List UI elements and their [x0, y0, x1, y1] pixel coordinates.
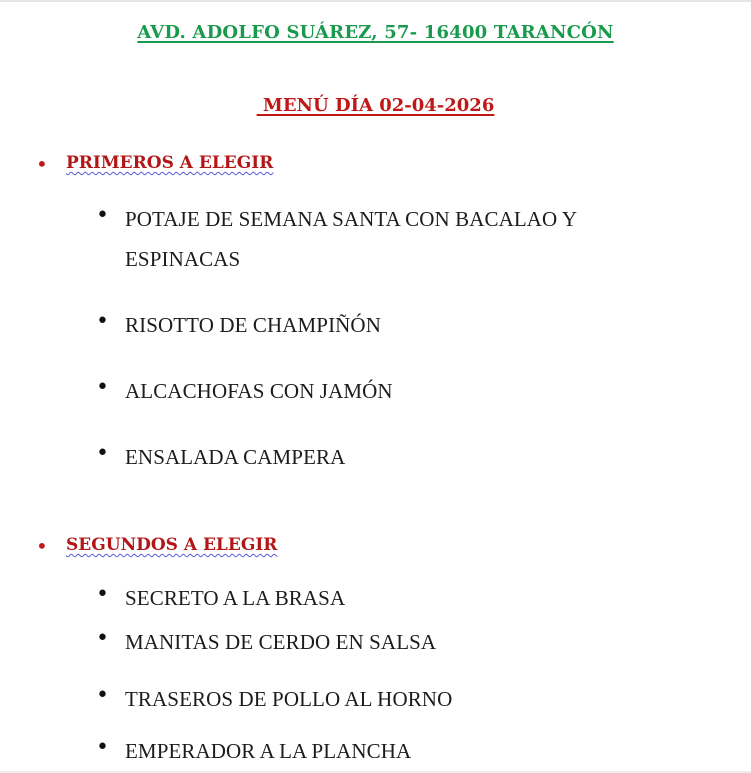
bullet-icon: •: [96, 582, 109, 607]
bullet-icon: •: [96, 441, 109, 466]
section-primeros: [36, 151, 273, 175]
section-title: PRIMEROS A ELEGIR: [66, 153, 274, 173]
section-segundos: [36, 533, 277, 557]
section-title: SEGUNDOS A ELEGIR: [66, 535, 278, 555]
dish-name: SECRETO A LA BRASA: [125, 586, 346, 610]
list-item: [96, 626, 696, 662]
list-item: [96, 309, 696, 345]
dish-name: POTAJE DE SEMANA SANTA CON BACALAO Y ESPINACAS: [125, 207, 577, 271]
list-item: [96, 582, 696, 618]
menu-date-title: MENÚ DÍA 02-04-2026: [256, 95, 495, 116]
dish-name: RISOTTO DE CHAMPIÑÓN: [125, 313, 381, 337]
dish-name: TRASEROS DE POLLO AL HORNO: [125, 687, 453, 711]
list-item: [96, 683, 696, 719]
bullet-icon: •: [96, 309, 109, 334]
bullet-icon: •: [96, 203, 109, 228]
dish-name: ENSALADA CAMPERA: [125, 445, 346, 469]
section-bullet-icon: •: [36, 534, 48, 558]
bullet-icon: •: [96, 735, 109, 760]
bullet-icon: •: [96, 683, 109, 708]
list-item: [96, 375, 696, 411]
dish-name: ALCACHOFAS CON JAMÓN: [125, 379, 393, 403]
dish-name: EMPERADOR A LA PLANCHA: [125, 739, 412, 763]
restaurant-address: AVD. ADOLFO SUÁREZ, 57- 16400 TARANCÓN: [137, 22, 614, 43]
section-bullet-icon: •: [36, 152, 48, 176]
bullet-icon: •: [96, 375, 109, 400]
list-item: [96, 203, 696, 279]
dish-name: MANITAS DE CERDO EN SALSA: [125, 630, 437, 654]
list-item: [96, 441, 696, 477]
list-item: [96, 735, 696, 771]
bullet-icon: •: [96, 626, 109, 651]
